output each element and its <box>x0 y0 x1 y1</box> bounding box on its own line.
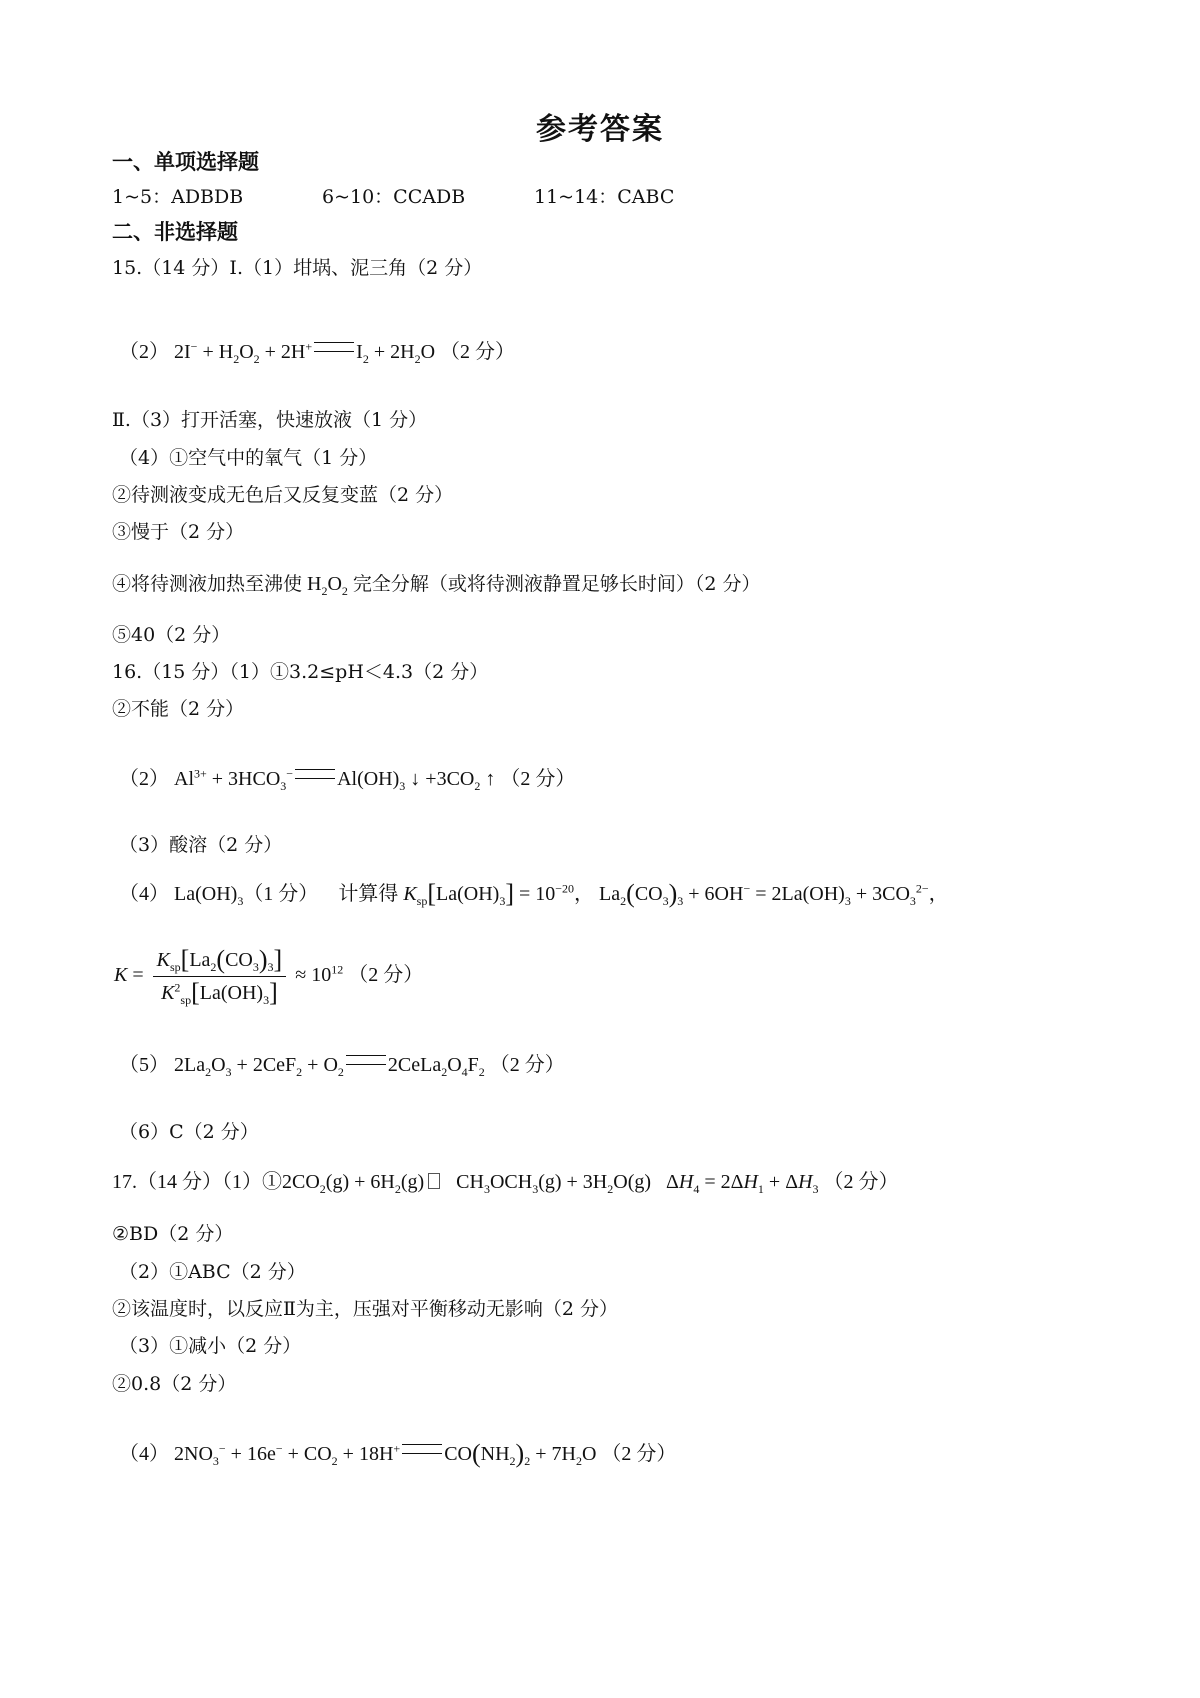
choice-answers-1-5: 1~5：ADBDB <box>112 186 244 208</box>
q17-equation-4: （4） $2NO_3^- + 16e^- + CO_2 + 18H^+$ $CO(NH_2)_2 + 7H_2O$ （2 分） <box>119 1439 677 1468</box>
q16-p5-prefix: （5） <box>119 1054 169 1076</box>
q16-equation-2: （2） $Al^{3+} + 3HCO_3^-$ $Al(OH)_3$ ↓ $+3CO_2$ ↑ （2 分） <box>119 766 576 793</box>
q16-score2: （2 分） <box>500 768 576 790</box>
q15-line6: ③慢于（2 分） <box>112 521 245 543</box>
q16-equation-5: （5） $2La_2O_3 + 2CeF_2 + O_2$ $2CeLa_2O_4F_2$ （2 分） <box>119 1054 565 1079</box>
q15-line3: Ⅱ.（3）打开活塞，快速放液（1 分） <box>112 409 428 431</box>
q16-p4-prefix: （4） <box>119 883 169 905</box>
q17-line5: （3）①减小（2 分） <box>119 1335 302 1357</box>
q16-line6: （6）C（2 分） <box>119 1121 259 1143</box>
choice-answers-6-10: 6~10：CCADB <box>322 186 466 208</box>
q16-line2: ②不能（2 分） <box>112 698 245 720</box>
q17-line2: ②BD（2 分） <box>112 1223 234 1245</box>
q15-line8: ⑤40（2 分） <box>112 624 231 646</box>
q16-p4-score: （1 分） <box>243 883 319 905</box>
q16-line3: （3）酸溶（2 分） <box>119 834 283 856</box>
section-heading-non-choice: 二、非选择题 <box>112 219 238 244</box>
q17-line1: 17.（14 分）$(1)①2CO_2(g) + 6H_2(g) CH_3OCH_3(g) + 3H_2O(g) \Delta H_4 = 2\Delta H_1 + \Delta H_3$ （2 分） <box>112 1171 899 1196</box>
q15-p2-prefix: （2） <box>119 341 169 363</box>
q16-k-expression: K = $\frac{K_{sp}[La_2(CO_3)_3]}{K^2_{sp}[La(OH)_3]}$ ≈ $10^{12}$ （2 分） <box>114 945 424 1007</box>
page-title: 参考答案 <box>536 112 664 147</box>
q16-line1: 16.（15 分）（1）①3.2≤pH＜4.3（2 分） <box>112 661 489 683</box>
q16-p4-text: 计算得 <box>338 883 399 905</box>
q15-line7-b: 完全分解（或将待测液静置足够长时间）（2 分） <box>352 573 761 595</box>
section-heading-single-choice: 一、单项选择题 <box>112 149 259 174</box>
q17-score1: （2 分） <box>823 1171 899 1193</box>
q17-score4: （2 分） <box>601 1443 677 1465</box>
q16-p4-score2: （2 分） <box>348 964 424 987</box>
q15-line7-a: ④将待测液加热至沸使 <box>112 573 303 595</box>
q15-score2: （2 分） <box>440 341 516 363</box>
missing-glyph-box <box>428 1173 440 1189</box>
q17-line1-prefix: 17.（14 分）（1）① <box>112 1171 282 1193</box>
q17-line6: ②0.8（2 分） <box>112 1373 237 1395</box>
q16-score5: （2 分） <box>489 1054 565 1076</box>
q16-k-fraction: $\frac{K_{sp}[La_2(CO_3)_3]}{K^2_{sp}[La(OH)_3]}$ <box>153 948 287 1005</box>
q16-p4-line: （4） $La(OH)_3(1$ 分） 计算得 $K_{sp}[La(OH)_3] = 10^{-20}$， $La_2(CO_3)_3 + 6OH^- = 2La(OH)_3 + 3CO_3^{2-}$， <box>119 879 949 908</box>
q15-line5: ②待测液变成无色后又反复变蓝（2 分） <box>112 484 454 506</box>
choice-answers-11-14: 11~14：CABC <box>534 186 675 208</box>
q15-line7: ④将待测液加热至沸使 $H_2O_2$ 完全分解（或将待测液静置足够长时间）（2 分） <box>112 573 761 598</box>
q15-line4: （4）①空气中的氧气（1 分） <box>119 447 378 469</box>
q15-line1: 15.（14 分）Ⅰ.（1）坩埚、泥三角（2 分） <box>112 257 483 279</box>
q16-p2-prefix: （2） <box>119 768 169 790</box>
q17-p4-prefix: （4） <box>119 1443 169 1465</box>
q17-line3: （2）①ABC（2 分） <box>119 1261 306 1283</box>
q17-line4: ②该温度时，以反应Ⅱ为主，压强对平衡移动无影响（2 分） <box>112 1298 619 1320</box>
q15-equation-2: （2） $2I^- + H_2O_2 + 2H^+$ $I_2 + 2H_2O$ （2 分） <box>119 339 516 366</box>
